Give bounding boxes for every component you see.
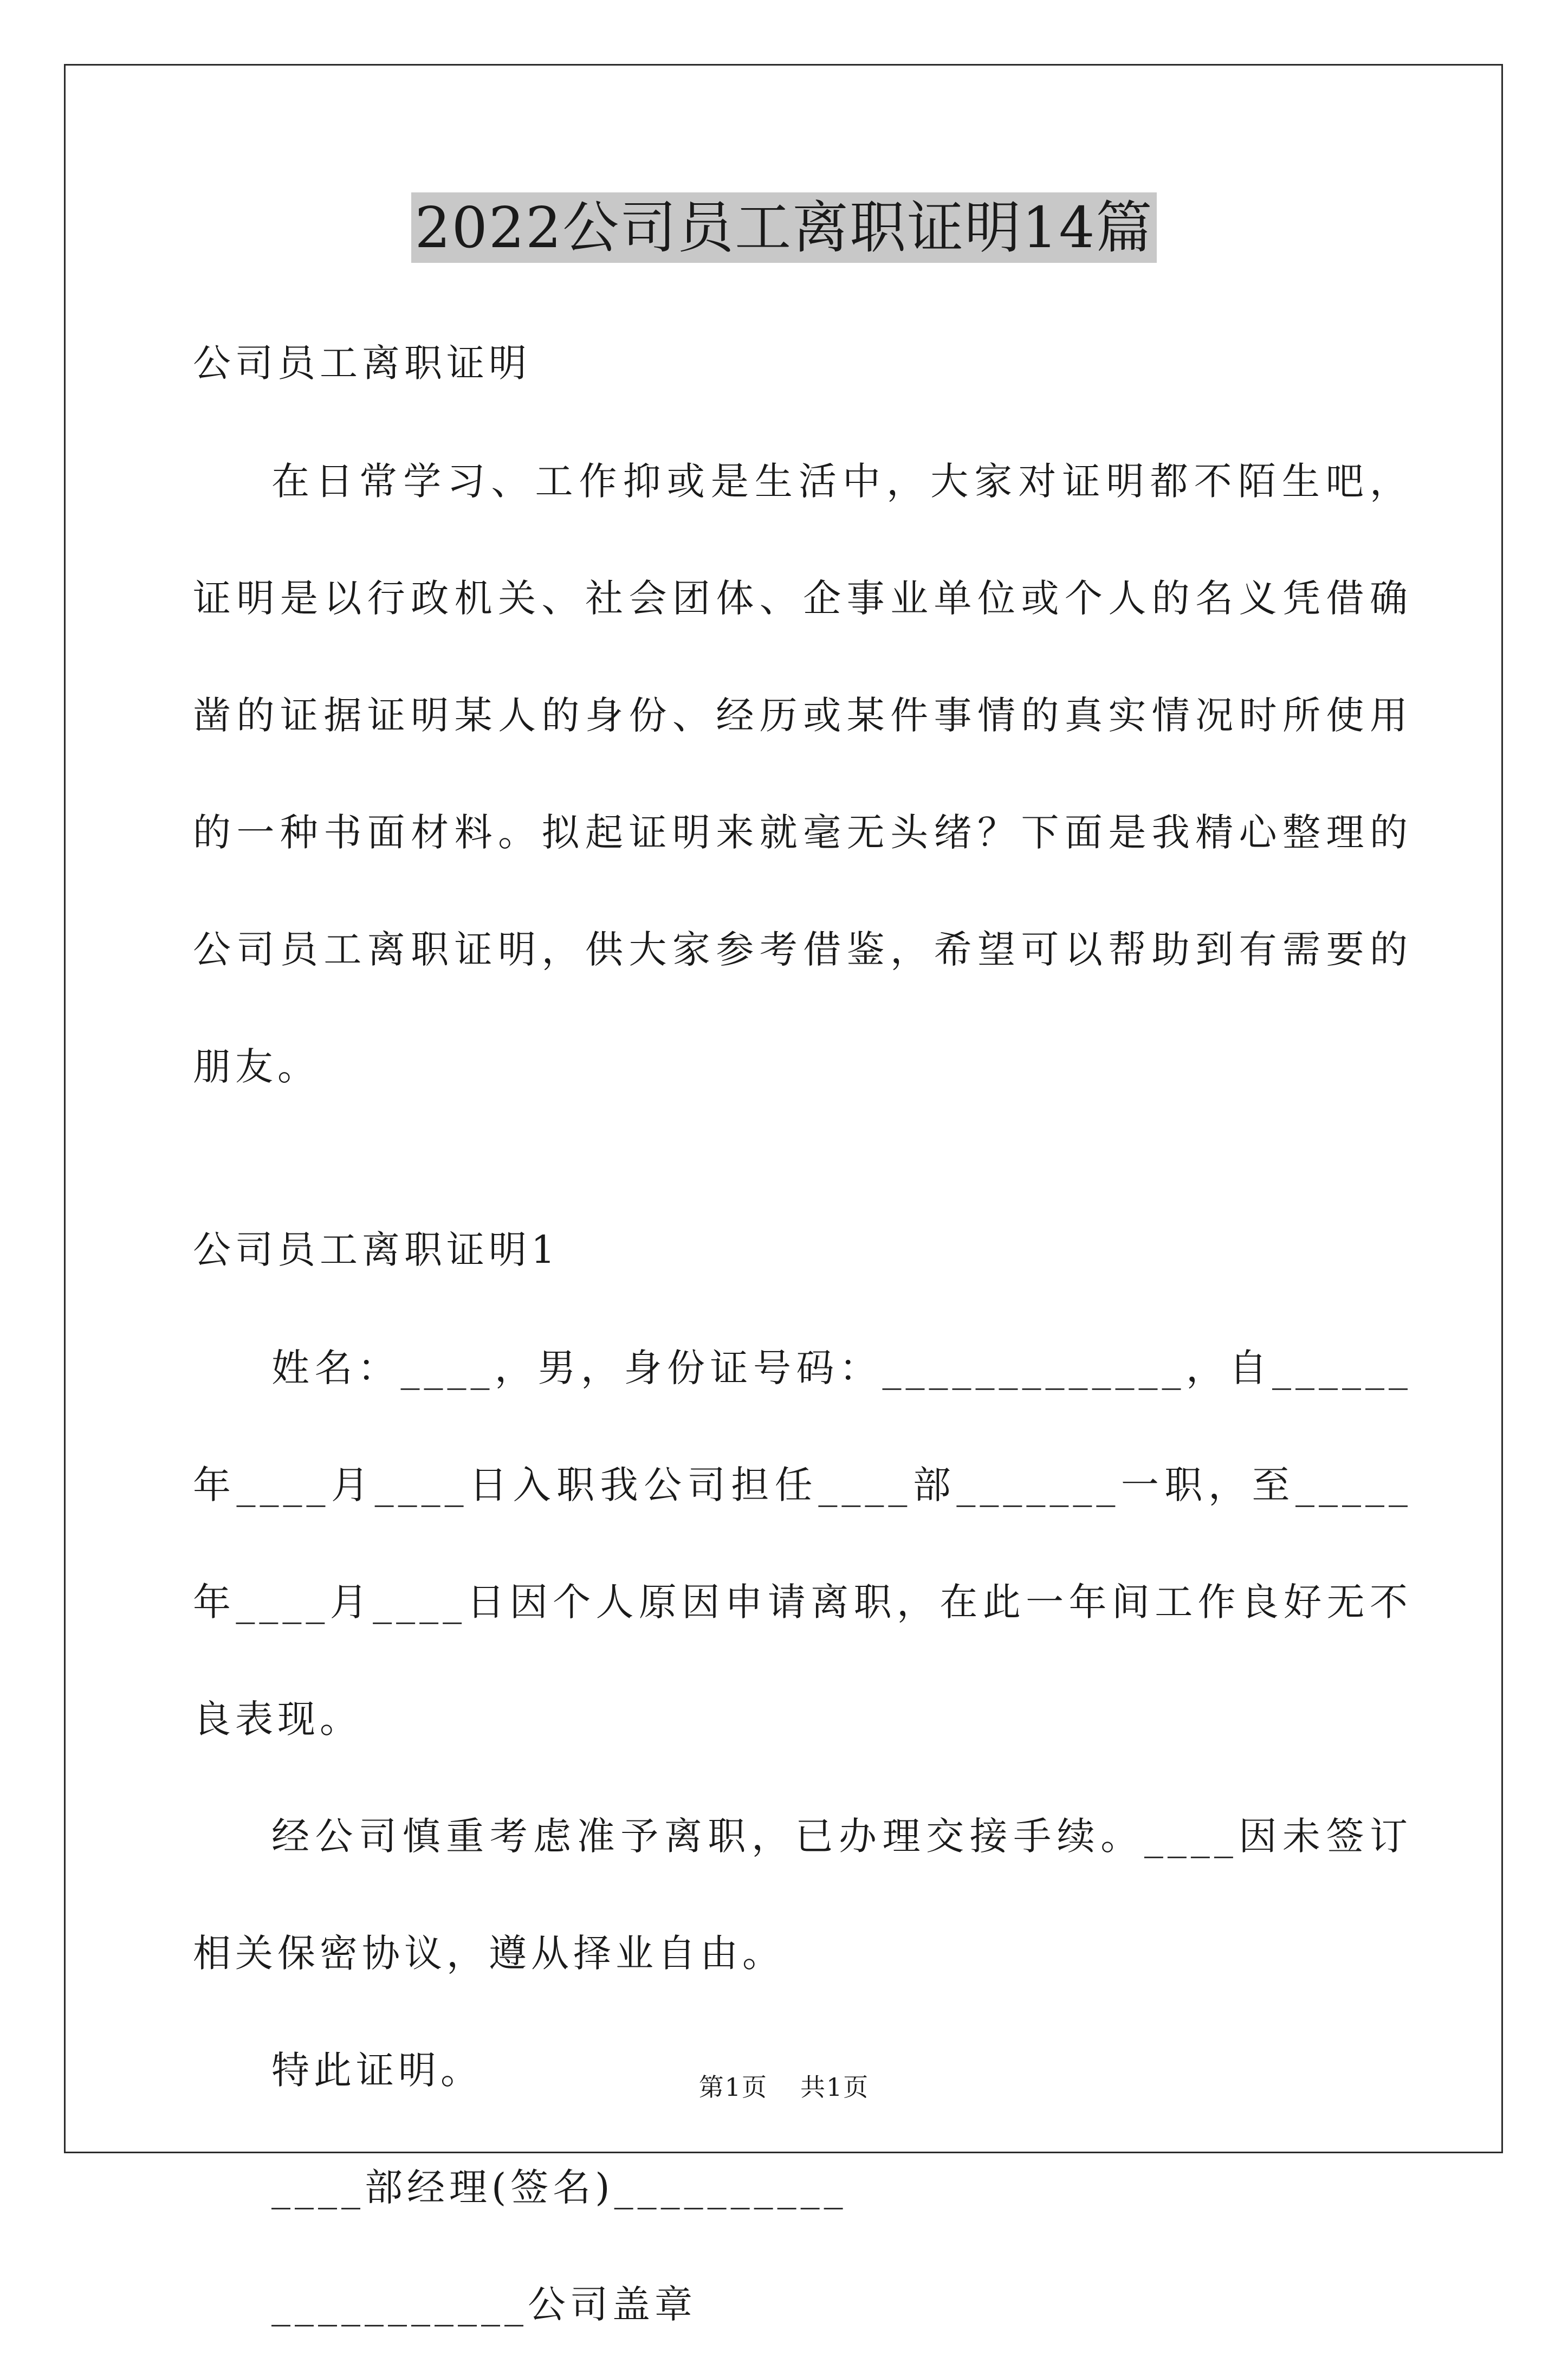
intro-heading: 公司员工离职证明	[193, 341, 531, 385]
section1-paragraph1: 姓名：____，男，身份证号码：_____________，自______年____月____日入职我公司担任____部_______一职，至_____年____月____日因个人原因申请离职，在此一年间工作良好无不良表现。	[193, 1346, 1412, 1741]
section1-closing: 特此证明。	[271, 2048, 483, 2093]
intro-paragraph: 在日常学习、工作抑或是生活中，大家对证明都不陌生吧，证明是以行政机关、社会团体、企事业单位或个人的名义凭借确凿的证据证明某人的身份、经历或某件事情的真实情况时所使用的一种书面材料。拟起证明来就毫无头绪？下面是我精心整理的公司员工离职证明，供大家参考借鉴，希望可以帮助到有需要的朋友。	[193, 459, 1412, 1089]
stamp-line: ___________公司盖章	[271, 2282, 697, 2327]
section1-heading: 公司员工离职证明1	[193, 1228, 560, 1272]
section-spacer	[193, 1125, 1412, 1190]
section1-paragraph2: 经公司慎重考虑准予离职，已办理交接手续。____因未签订相关保密协议，遵从择业自由。	[193, 1814, 1412, 1975]
page-footer	[0, 2068, 1568, 2103]
document-title	[0, 187, 1568, 268]
page-number-total: 共1页	[800, 2073, 870, 2102]
document-title-text: 2022公司员工离职证明14篇	[411, 192, 1156, 263]
signature-line: ____部经理(签名)__________	[271, 2165, 847, 2210]
document-body	[193, 304, 1412, 2363]
page-number-current: 第1页	[698, 2073, 768, 2102]
